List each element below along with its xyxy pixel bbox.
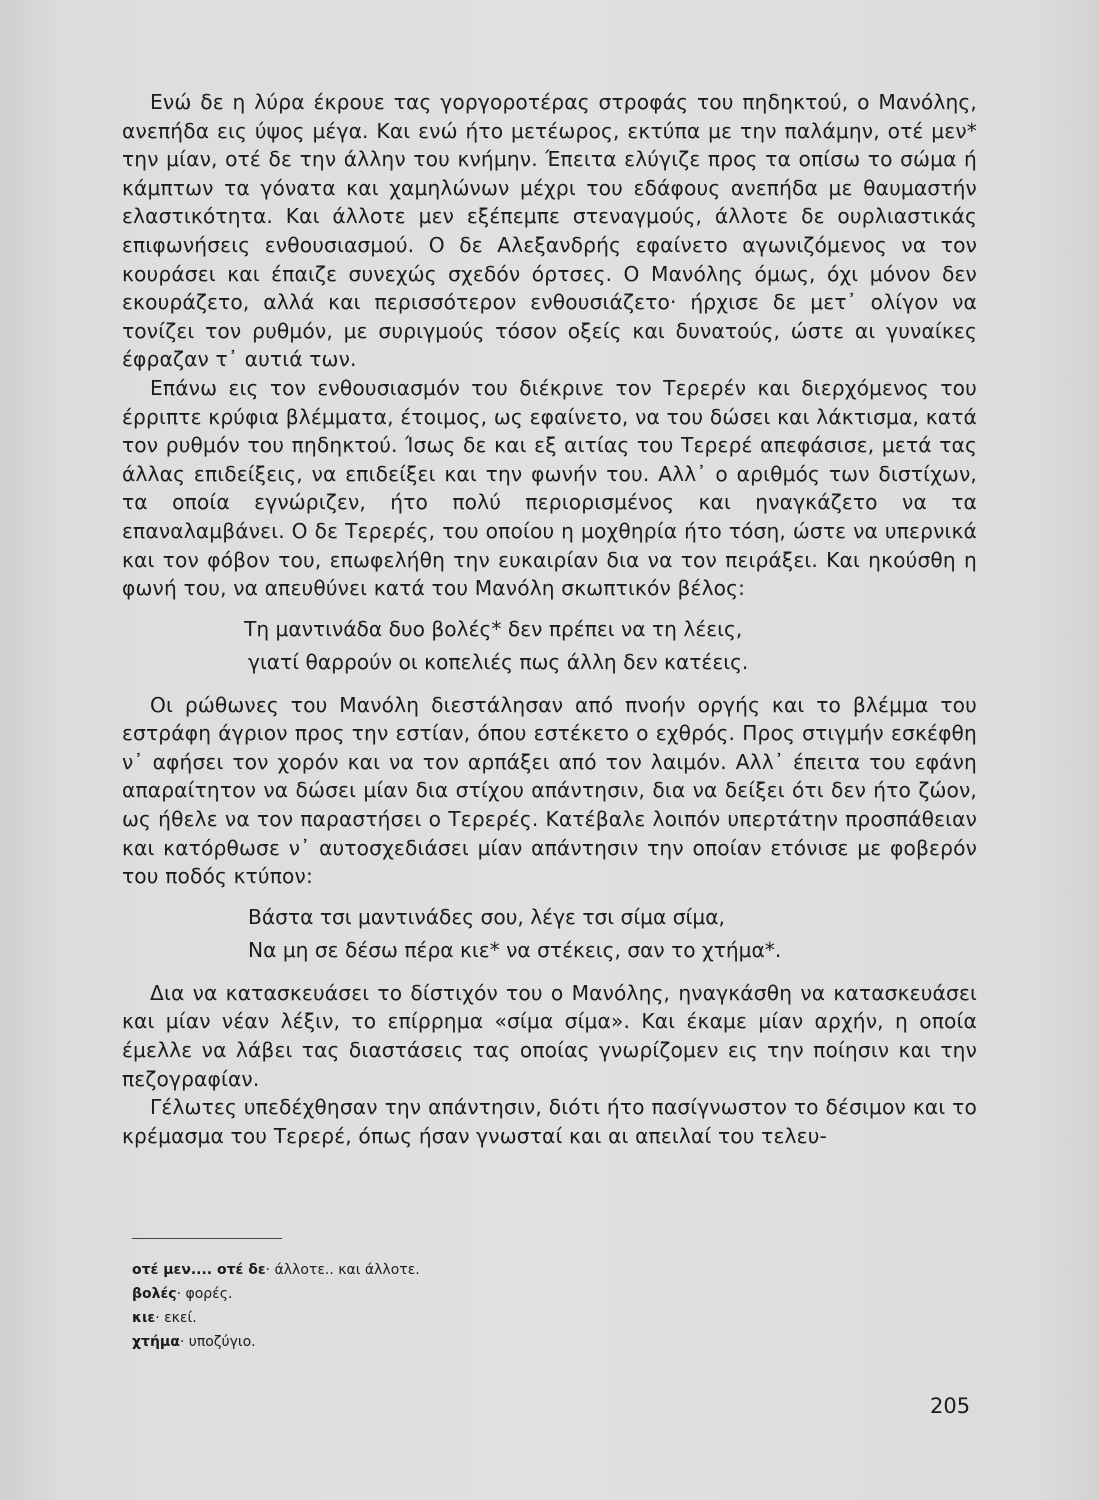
footnote-gloss: · υποζύγιο. (179, 1334, 256, 1350)
verse-1-line-1: Τη μαντινάδα δυο βολές* δεν πρέπει να τη λέεις, (244, 616, 743, 641)
paragraph-1: Ενώ δε η λύρα έκρουε τας γοργοροτέρας στροφάς του πηδηκτού, ο Μανόλης, ανεπήδα εις ύψος μέγα. Και ενώ ήτο μετέωρος, εκτύπα με την παλάμην, οτέ μεν* την μίαν, οτέ δε την άλλην του κνήμην. Έπειτα ελύγιζε προς τα οπίσω το σώμα ή κάμπτων τα γόνατα και χαμηλώνων μέχρι του εδάφους ανεπήδα με θαυμαστήν ελαστικότητα. Και άλλοτε μεν εξέπεμπε στεναγμούς, άλλοτε δε ουρλιαστικάς επιφωνήσεις ενθουσιασμού. Ο δε Αλεξανδρής εφαίνετο αγωνιζόμενος να τον κουράσει και έπαιζε συνεχώς σχεδόν όρτσες. Ο Μανόλης όμως, όχι μόνον δεν εκουράζετο, αλλά και περισσότερον ενθουσιάζετο· ήρχισε δε μετ᾽ ολίγον να τονίζει τον ρυθμόν, με συριγμούς τόσον οξείς και δυνατούς, ώστε αι γυναίκες έφραζαν τ᾽ αυτιά των. (122, 90, 977, 372)
footnote-term: κιε (132, 1310, 156, 1326)
main-text (122, 88, 977, 1150)
footnote-3 (132, 1306, 632, 1330)
footnote-1 (132, 1258, 632, 1282)
footnote-gloss: · άλλοτε.. και άλλοτε. (265, 1262, 420, 1278)
footnote-gloss: · φορές. (176, 1286, 233, 1302)
footnotes (132, 1258, 632, 1354)
verse-2-line-1: Βάστα τσι μαντινάδες σου, λέγε τσι σίμα σίμα, (248, 904, 725, 929)
footnote-divider (132, 1238, 282, 1239)
footnote-2 (132, 1282, 632, 1306)
footnote-term: οτέ μεν.... οτέ δε (132, 1262, 266, 1278)
paragraph-4: Δια να κατασκευάσει το δίστιχόν του ο Μανόλης, ηναγκάσθη να κατασκευάσει και μίαν νέαν λέξιν, το επίρρημα «σίμα σίμα». Και έκαμε μίαν αρχήν, η οποία έμελλε να λάβει τας διαστάσεις τας οποίας γνωρίζομεν εις την ποίησιν και την πεζογραφίαν. (122, 980, 977, 1091)
page-number: 205 (930, 1394, 971, 1418)
footnote-gloss: · εκεί. (155, 1310, 197, 1326)
paragraph-3: Οι ρώθωνες του Μανόλη διεστάλησαν από πνοήν οργής και το βλέμμα του εστράφη άγριον προς την εστίαν, όπου εστέκετο ο εχθρός. Προς στιγμήν εσκέφθη ν᾽ αφήσει τον χορόν και να τον αρπάξει από τον λαιμόν. Αλλ᾽ έπειτα του εφάνη απαραίτητον να δώσει μίαν δια στίχου απάντησιν, δια να δείξει ότι δεν ήτο ζώον, ως ήθελε να τον παραστήσει ο Τερερές. Κατέβαλε λοιπόν υπερτάτην προσπάθειαν και κατόρθωσε ν᾽ αυτοσχεδιάσει μίαν απάντησιν την οποίαν ετόνισε με φοβερόν του ποδός κτύπον: (122, 692, 977, 889)
footnote-term: χτήμα (132, 1334, 180, 1350)
paragraph-2: Επάνω εις τον ενθουσιασμόν του διέκρινε τον Τερερέν και διερχόμενος του έρριπτε κρύφια βλέμματα, έτοιμος, ως εφαίνετο, να του δώσει και λάκτισμα, κατά τον ρυθμόν του πηδηκτού. Ίσως δε και εξ αιτίας του Τερερέ απεφάσισε, μετά τας άλλας επιδείξεις, να επιδείξει και την φωνήν του. Αλλ᾽ ο αριθμός των διστίχων, τα οποία εγνώριζεν, ήτο πολύ περιορισμένος και ηναγκάζετο να τα επαναλαμβάνει. Ο δε Τερερές, του οποίου η μοχθηρία ήτο τόση, ώστε να υπερνικά και τον φόβον του, επωφελήθη την ευκαιρίαν δια να τον πειράξει. Και ηκούσθη η φωνή του, να απευθύνει κατά του Μανόλη σκωπτικόν βέλος: (122, 375, 977, 601)
paragraph-5: Γέλωτες υπεδέχθησαν την απάντησιν, διότι ήτο πασίγνωστον το δέσιμον και το κρέμασμα του Τερερέ, όπως ήσαν γνωσταί και αι απειλαί του τελευ- (122, 1095, 977, 1148)
footnote-term: βολές (132, 1286, 177, 1302)
verse-1-line-2: γιατί θαρρούν οι κοπελιές πως άλλη δεν κατέεις. (248, 649, 749, 674)
footnote-4 (132, 1330, 632, 1354)
verse-2-line-2: Να μη σε δέσω πέρα κιε* να στέκεις, σαν το χτήμα*. (248, 937, 782, 962)
